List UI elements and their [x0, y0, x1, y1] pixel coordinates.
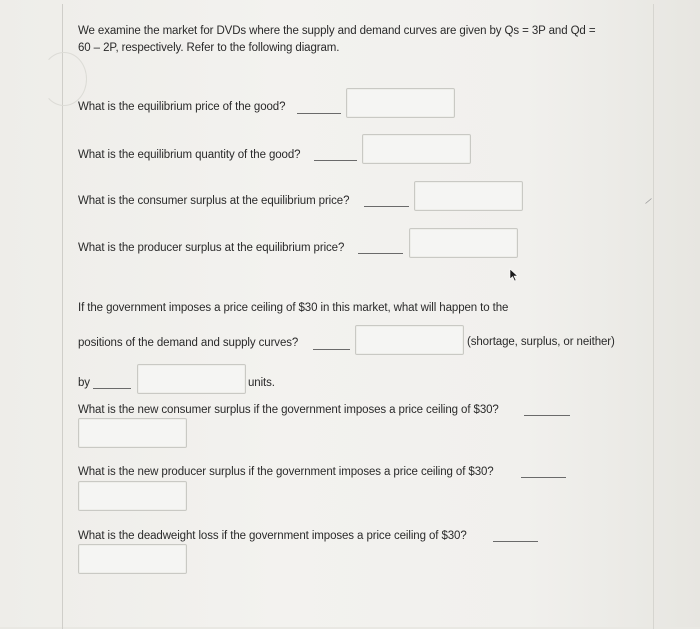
units-label: units.	[248, 377, 275, 389]
answer-blank-line	[524, 415, 570, 416]
new-producer-surplus-input[interactable]	[78, 481, 187, 511]
intro-line-2: 60 – 2P, respectively. Refer to the following diagram.	[78, 42, 340, 54]
answer-blank-line	[314, 160, 357, 161]
mouse-pointer-icon	[509, 268, 519, 282]
by-label: by	[78, 377, 90, 389]
question-equilibrium-quantity: What is the equilibrium quantity of the good?	[78, 149, 301, 161]
question-producer-surplus: What is the producer surplus at the equilibrium price?	[78, 242, 345, 254]
margin-mark	[41, 52, 87, 106]
question-equilibrium-price: What is the equilibrium price of the good?	[78, 101, 286, 113]
answer-blank-line	[364, 206, 409, 207]
question-price-ceiling-line-1: If the government imposes a price ceiling of $30 in this market, what will happen to the	[78, 302, 509, 314]
question-price-ceiling-line-2: positions of the demand and supply curves?	[78, 337, 299, 349]
answer-blank-line	[493, 541, 538, 542]
answer-blank-line	[93, 388, 131, 389]
consumer-surplus-input[interactable]	[414, 181, 523, 211]
question-deadweight-loss: What is the deadweight loss if the government imposes a price ceiling of $30?	[78, 530, 467, 542]
stray-mark-icon	[645, 198, 652, 204]
question-new-producer-surplus: What is the new producer surplus if the government imposes a price ceiling of $30?	[78, 466, 494, 478]
new-consumer-surplus-input[interactable]	[78, 418, 187, 448]
equilibrium-price-input[interactable]	[346, 88, 455, 118]
producer-surplus-input[interactable]	[409, 228, 518, 258]
question-new-consumer-surplus: What is the new consumer surplus if the government imposes a price ceiling of $30?	[78, 404, 499, 416]
answer-blank-line	[521, 477, 566, 478]
answer-blank-line	[358, 253, 403, 254]
units-amount-input[interactable]	[137, 364, 246, 394]
answer-blank-line	[313, 349, 350, 350]
equilibrium-quantity-input[interactable]	[362, 134, 471, 164]
deadweight-loss-input[interactable]	[78, 544, 187, 574]
market-outcome-input[interactable]	[355, 325, 464, 355]
answer-blank-line	[297, 113, 341, 114]
question-consumer-surplus: What is the consumer surplus at the equilibrium price?	[78, 195, 350, 207]
intro-line-1: We examine the market for DVDs where the supply and demand curves are given by Qs = 3P and Qd =	[78, 25, 596, 37]
market-outcome-hint: (shortage, surplus, or neither)	[467, 336, 615, 348]
